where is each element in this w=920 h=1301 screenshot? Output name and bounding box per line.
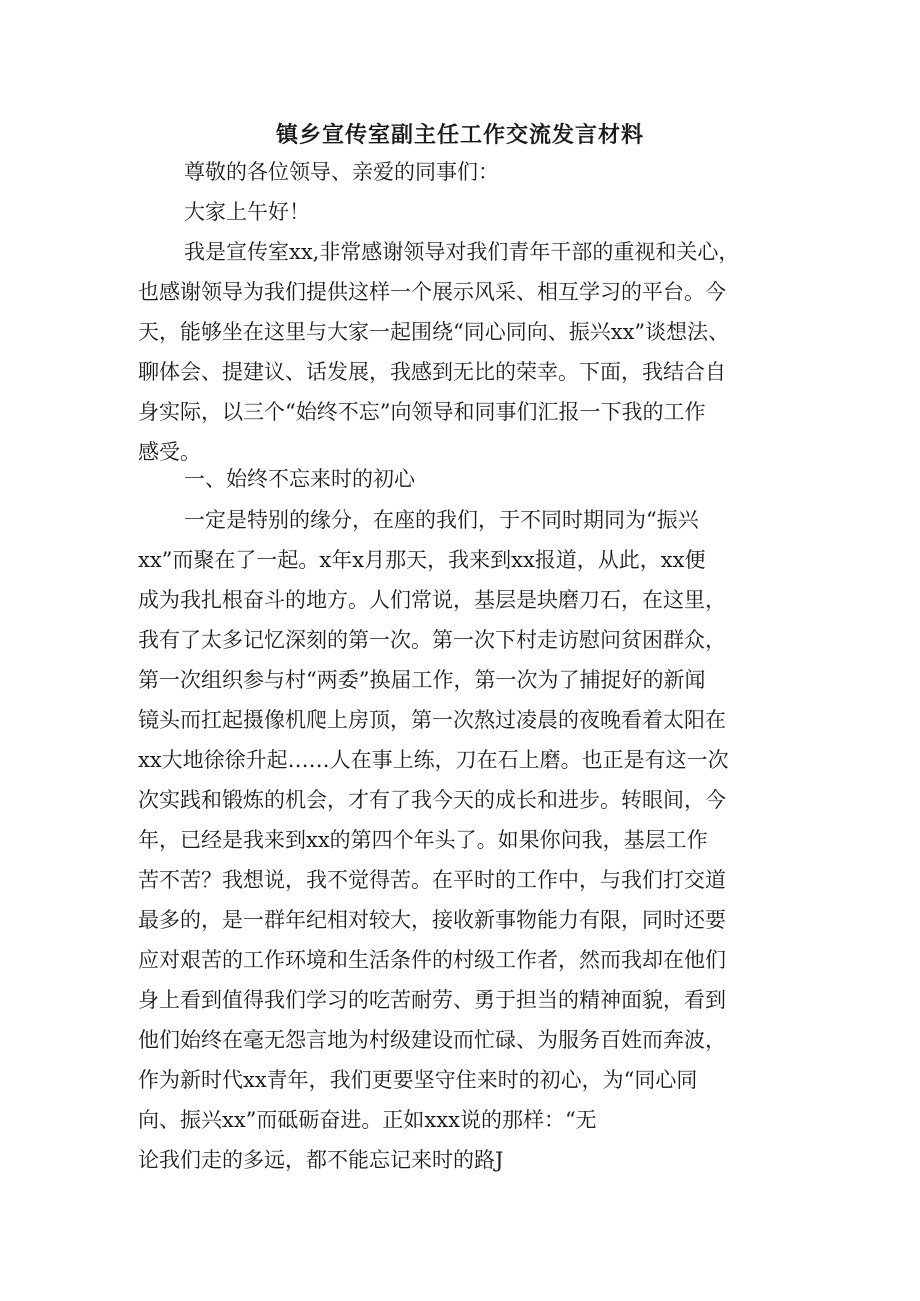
- greeting: 尊敬的各位领导、亲爱的同事们：: [184, 160, 499, 184]
- paragraph-line: 天，能够坐在这里与大家一起围绕“同心同向、振兴xx”谈想法、: [138, 320, 730, 344]
- paragraph-line: 我是宣传室xx,非常感谢领导对我们青年干部的重视和关心，: [184, 240, 740, 264]
- paragraph-line: 身实际，以三个“始终不忘”向领导和同事们汇报一下我的工作: [138, 400, 706, 424]
- paragraph-line: 苦不苦？我想说，我不觉得苦。在平时的工作中，与我们打交道: [138, 868, 726, 892]
- paragraph-line: 第一次组织参与村“两委”换届工作，第一次为了捕捉好的新闻: [138, 668, 706, 692]
- paragraph-line: 感受。: [138, 440, 201, 464]
- paragraph-line: 次实践和锻炼的机会，才有了我今天的成长和进步。转眼间，今: [138, 788, 726, 812]
- greeting-block: [138, 152, 798, 232]
- paragraph-line: 作为新时代xx青年，我们更要坚守住来时的初心，为“同心同: [138, 1068, 698, 1092]
- paragraph-line: 身上看到值得我们学习的吃苦耐劳、勇于担当的精神面貌，看到: [138, 988, 726, 1012]
- paragraph-line: 我有了太多记忆深刻的第一次。第一次下村走访慰问贫困群众，: [138, 628, 726, 652]
- paragraph-line: 一定是特别的缘分，在座的我们，于不同时期同为“振兴: [184, 508, 699, 532]
- paragraph-line: 聊体会、提建议、话发展，我感到无比的荣幸。下面，我结合自: [138, 360, 726, 384]
- paragraph-line: 论我们走的多远，都不能忘记来时的路J: [138, 1148, 504, 1172]
- paragraph-line: xx”而聚在了一起。x年x月那天，我来到xx报道，从此，xx便: [138, 548, 706, 572]
- paragraph-line: 向、振兴xx”而砥砺奋进。正如xxx说的那样：“无: [138, 1108, 597, 1132]
- section-heading: 一、始终不忘来时的初心: [184, 467, 415, 491]
- salutation: 大家上午好！: [184, 200, 310, 224]
- paragraph-line: 也感谢领导为我们提供这样一个展示风采、相互学习的平台。今: [138, 280, 726, 304]
- paragraph-line: 镜头而扛起摄像机爬上房顶，第一次熬过凌晨的夜晚看着太阳在: [138, 708, 726, 732]
- paragraph-line: 年，已经是我来到xx的第四个年头了。如果你问我，基层工作: [138, 828, 708, 852]
- intro-paragraph: [138, 232, 798, 472]
- paragraph-line: 应对艰苦的工作环境和生活条件的村级工作者，然而我却在他们: [138, 948, 726, 972]
- paragraph-line: 成为我扎根奋斗的地方。人们常说，基层是块磨刀石，在这里，: [138, 588, 726, 612]
- paragraph-line: 他们始终在毫无怨言地为村级建设而忙碌、为服务百姓而奔波，: [138, 1028, 726, 1052]
- paragraph-line: 最多的，是一群年纪相对较大，接收新事物能力有限，同时还要: [138, 908, 726, 932]
- section-paragraph: [138, 500, 798, 1180]
- paragraph-line: xx大地徐徐升起……人在事上练，刀在石上磨。也正是有这一次: [138, 748, 729, 772]
- document-title: 镇乡宣传室副主任工作交流发言材料: [275, 122, 644, 148]
- section-heading-block: [138, 459, 798, 499]
